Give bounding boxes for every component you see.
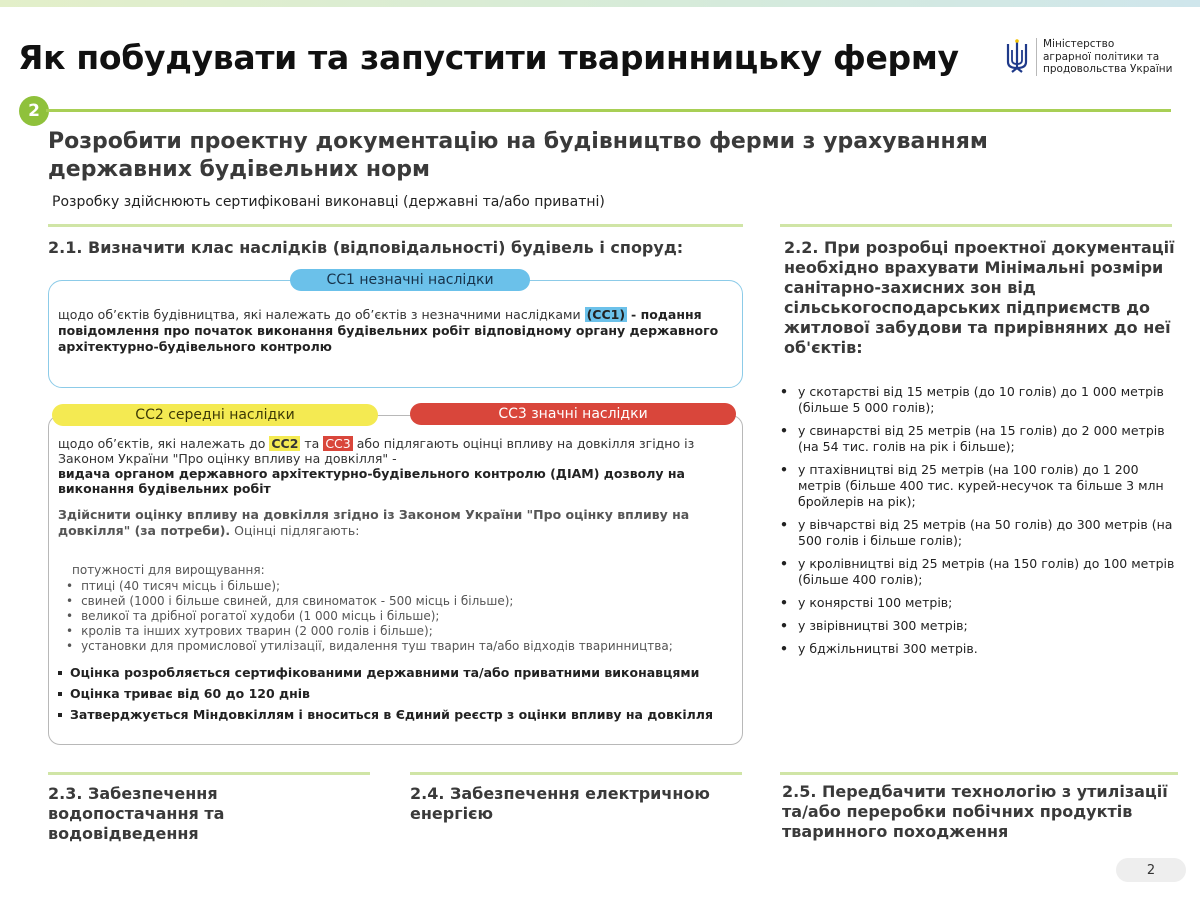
section-2-5-title: 2.5. Передбачити технологію з утилізації та/або переробки побічних продуктів тваринного походження [782, 782, 1168, 841]
cc1-text: щодо об’єктів будівництва, які належать до об’єктів з незначними наслідками (СС1) - подання повідомлення про початок виконання будівельних робіт відповідному органу державного архітектурно-будівельного контролю [58, 307, 719, 354]
square-bullet-icon [58, 671, 62, 675]
capacities-list [66, 579, 673, 654]
square-bullet-icon [58, 713, 62, 717]
list-item: Оцінка триває від 60 до 120 днів [58, 683, 713, 704]
cc2-cc3-text: щодо об’єктів, які належать до СС2 та СС3 або підлягають оцінці впливу на довкілля згідно із Законом України "Про оцінку впливу на довкілля" - видача органом державного архітектурно-будівельного контролю (ДІАМ) дозволу на виконання будівельних робіт [58, 436, 695, 496]
list-item: • у кролівництві від 25 метрів (на 150 голів) до 100 метрів (більше 400 голів); [780, 556, 1175, 587]
capacities-title: потужності для вирощування: [72, 563, 265, 577]
cc2-code: СС2 [271, 436, 299, 451]
square-bullet-icon [58, 692, 62, 696]
section-2-1-title: 2.1. Визначити клас наслідків (відповідальності) будівель і споруд: [48, 238, 684, 257]
section-2-5-divider [780, 772, 1178, 775]
section-2-2-divider [780, 224, 1172, 227]
list-item: • у вівчарстві від 25 метрів (на 50 голів) до 300 метрів (на 500 голів і більше голів); [780, 517, 1173, 548]
top-gradient-strip [0, 0, 1200, 7]
section-2-2-title: 2.2. При розробці проектної документації необхідно врахувати Мінімальні розміри санітарно-захисних зон від сільськогосподарських підприємств до житлової забудови та прирівняних до неї об'єктів: [784, 238, 1175, 357]
list-item: • у конярстві 100 метрів; [780, 595, 953, 610]
section-2-3-title: 2.3. Забезпечення водопостачання та водовідведення [48, 784, 225, 843]
assessment-facts-list [58, 662, 713, 725]
cc1-pill: СС1 незначні наслідки [290, 269, 530, 291]
sanitary-zones-list [780, 384, 1180, 664]
page-number: 2 [1116, 858, 1186, 882]
list-item: • у свинарстві від 25 метрів (на 15 голів) до 2 000 метрів (на 54 тис. голів на рік і більше); [780, 423, 1165, 454]
step-subheading: Розробку здійснюють сертифіковані виконавці (державні та/або приватні) [52, 194, 605, 210]
trident-icon [1004, 38, 1030, 74]
list-item: • птиці (40 тисяч місць і більше); [66, 579, 673, 594]
list-item: • у звірівництві 300 метрів; [780, 618, 968, 633]
list-item: • у скотарстві від 15 метрів (до 10 голів) до 1 000 метрів (більше 5 000 голів); [780, 384, 1164, 415]
ministry-name: Міністерство аграрної політики та продовольства України [1043, 38, 1173, 75]
section-2-3-divider [48, 772, 370, 775]
cc3-code: СС3 [325, 436, 351, 451]
step-number-badge: 2 [19, 96, 49, 126]
list-item: • установки для промислової утилізації, видалення туш тварин та/або відходів тваринництва; [66, 639, 673, 654]
ministry-divider [1036, 38, 1037, 76]
list-item: • у птахівництві від 25 метрів (на 100 голів) до 1 200 метрів (більше 400 тис. курей-несучок та більше 3 млн бройлерів на рік); [780, 462, 1164, 509]
list-item: • великої та дрібної рогатої худоби (1 000 місць і більше); [66, 609, 673, 624]
step-divider [46, 109, 1171, 112]
page-title: Як побудувати та запустити тваринницьку ферму [18, 38, 959, 77]
ministry-logo [1004, 38, 1172, 76]
section-2-4-divider [410, 772, 742, 775]
cc1-code: (СС1) [586, 307, 626, 322]
environment-assessment-text: Здійснити оцінку впливу на довкілля згідно із Законом України "Про оцінку впливу на довкілля" (за потреби). Оцінці підлягають: [58, 507, 690, 538]
list-item: • кролів та інших хутрових тварин (2 000 голів і більше); [66, 624, 673, 639]
list-item: Оцінка розробляється сертифікованими державними та/або приватними виконавцями [58, 662, 713, 683]
cc3-pill: СС3 значні наслідки [410, 403, 736, 425]
list-item: • у бджільництві 300 метрів. [780, 641, 978, 656]
section-2-1-divider [48, 224, 743, 227]
list-item: • свиней (1000 і більше свиней, для свиноматок - 500 місць і більше); [66, 594, 673, 609]
list-item: Затверджується Міндовкіллям і вноситься в Єдиний реєстр з оцінки впливу на довкілля [58, 704, 713, 725]
cc2-pill: СС2 середні наслідки [52, 404, 378, 426]
section-2-4-title: 2.4. Забезпечення електричною енергією [410, 784, 710, 823]
step-heading: Розробити проектну документацію на будівництво ферми з урахуванням державних будівельних норм [48, 129, 988, 182]
